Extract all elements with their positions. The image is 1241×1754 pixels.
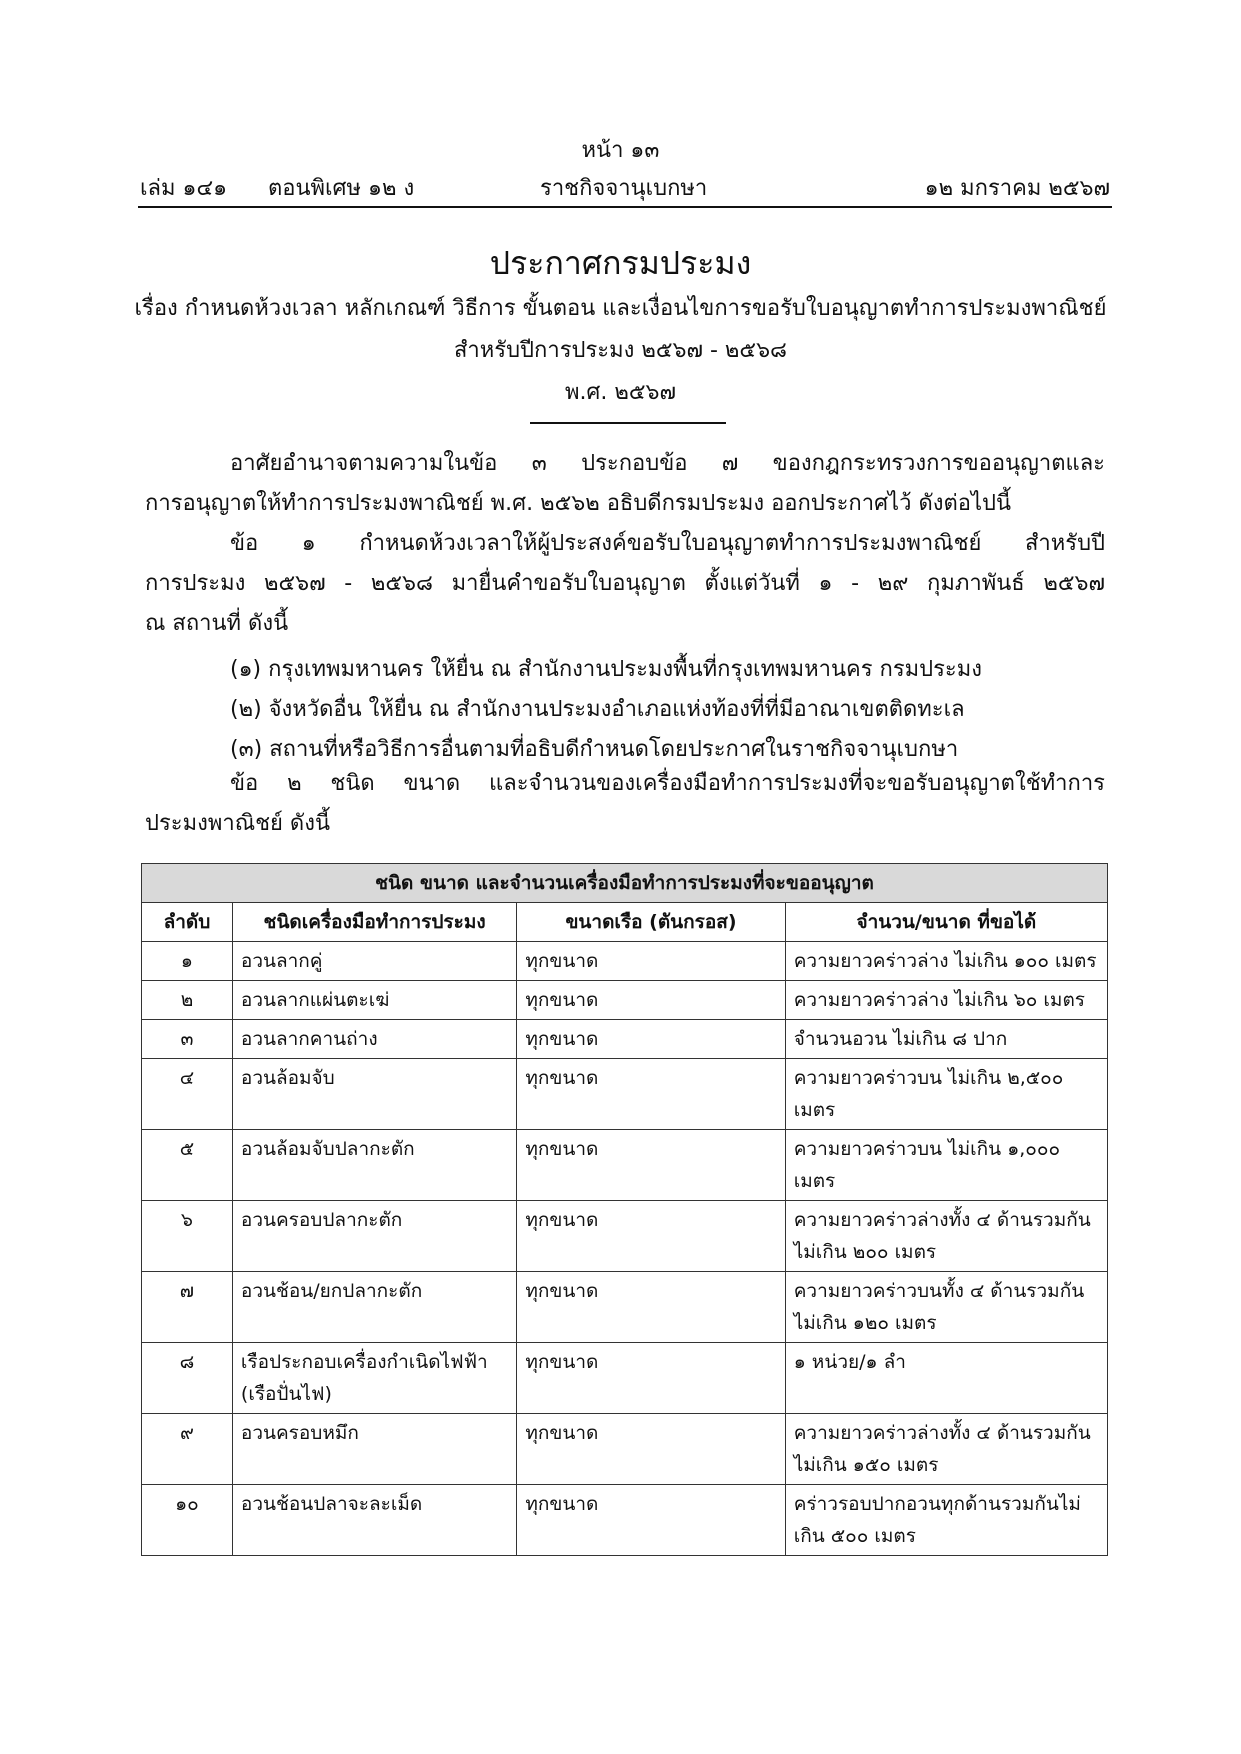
row-vessel-size: ทุกขนาด: [517, 1272, 785, 1343]
row-number: ๓: [142, 1020, 233, 1059]
row-limit: ความยาวคร่าวบนทั้ง ๔ ด้านรวมกัน ไม่เกิน ๑๒๐ เมตร: [785, 1272, 1107, 1343]
row-number: ๗: [142, 1272, 233, 1343]
title-divider: [530, 422, 726, 424]
row-tool: อวนช้อนปลาจะละเม็ด: [232, 1485, 516, 1556]
row-vessel-size: ทุกขนาด: [517, 1059, 785, 1130]
clause-1-line-1: ข้อ ๑ กำหนดห้วงเวลาให้ผู้ประสงค์ขอรับใบอนุญาตทำการประมงพาณิชย์ สำหรับปี: [230, 531, 1105, 556]
table-row: [142, 1485, 1108, 1556]
publication-date: ๑๒ มกราคม ๒๕๖๗: [924, 176, 1110, 201]
row-tool: อวนครอบหมึก: [232, 1414, 516, 1485]
row-tool: อวนล้อมจับ: [232, 1059, 516, 1130]
row-limit: ความยาวคร่าวล่าง ไม่เกิน ๖๐ เมตร: [785, 981, 1107, 1020]
row-vessel-size: ทุกขนาด: [517, 1414, 785, 1485]
fishing-gear-table: [141, 863, 1108, 1556]
row-tool: อวนลากแผ่นตะเฆ่: [232, 981, 516, 1020]
row-limit: ความยาวคร่าวบน ไม่เกิน ๒,๕๐๐ เมตร: [785, 1059, 1107, 1130]
table-row: [142, 981, 1108, 1020]
row-limit: จำนวนอวน ไม่เกิน ๘ ปาก: [785, 1020, 1107, 1059]
table-row: [142, 1272, 1108, 1343]
row-vessel-size: ทุกขนาด: [517, 1020, 785, 1059]
list-item: (๓) สถานที่หรือวิธีการอื่นตามที่อธิบดีกำหนดโดยประกาศในราชกิจจานุเบกษา: [230, 737, 959, 762]
announcement-year: พ.ศ. ๒๕๖๗: [564, 380, 677, 405]
clause-1-line-2: การประมง ๒๕๖๗ - ๒๕๖๘ มายื่นคำขอรับใบอนุญาต ตั้งแต่วันที่ ๑ - ๒๙ กุมภาพันธ์ ๒๕๖๗: [145, 571, 1105, 596]
page-title: ประกาศกรมประมง: [489, 244, 752, 282]
row-tool: อวนช้อน/ยกปลากะตัก: [232, 1272, 516, 1343]
row-number: ๑: [142, 942, 233, 981]
preamble-line-1: อาศัยอำนาจตามความในข้อ ๓ ประกอบข้อ ๗ ของกฎกระทรวงการขออนุญาตและ: [230, 451, 1105, 476]
table-row: [142, 1201, 1108, 1272]
row-limit: ความยาวคร่าวบน ไม่เกิน ๑,๐๐๐ เมตร: [785, 1130, 1107, 1201]
clause-2-line-1: ข้อ ๒ ชนิด ขนาด และจำนวนของเครื่องมือทำการประมงที่จะขอรับอนุญาตใช้ทำการ: [230, 771, 1105, 796]
table-row: [142, 1343, 1108, 1414]
row-number: ๖: [142, 1201, 233, 1272]
table-row: [142, 942, 1108, 981]
gazette-header: [140, 170, 1110, 202]
table-row: [142, 1020, 1108, 1059]
row-tool: อวนครอบปลากะตัก: [232, 1201, 516, 1272]
row-limit: ความยาวคร่าวล่างทั้ง ๔ ด้านรวมกัน ไม่เกิน ๑๕๐ เมตร: [785, 1414, 1107, 1485]
row-tool: อวนล้อมจับปลากะตัก: [232, 1130, 516, 1201]
header-divider: [138, 206, 1112, 208]
row-limit: ความยาวคร่าวล่าง ไม่เกิน ๑๐๐ เมตร: [785, 942, 1107, 981]
row-limit: ความยาวคร่าวล่างทั้ง ๔ ด้านรวมกัน ไม่เกิน ๒๐๐ เมตร: [785, 1201, 1107, 1272]
header-limit: จำนวน/ขนาด ที่ขอได้: [785, 903, 1107, 942]
row-number: ๘: [142, 1343, 233, 1414]
table-caption: ชนิด ขนาด และจำนวนเครื่องมือทำการประมงที่จะขออนุญาต: [142, 864, 1108, 903]
header-tool: ชนิดเครื่องมือทำการประมง: [232, 903, 516, 942]
list-item: (๒) จังหวัดอื่น ให้ยื่น ณ สำนักงานประมงอำเภอแห่งท้องที่ที่มีอาณาเขตติดทะเล: [230, 697, 965, 722]
publication-name: ราชกิจจานุเบกษา: [540, 176, 708, 201]
page-number: หน้า ๑๓: [581, 138, 660, 163]
section: ตอนพิเศษ ๑๒ ง: [268, 176, 415, 201]
row-vessel-size: ทุกขนาด: [517, 1201, 785, 1272]
row-number: ๒: [142, 981, 233, 1020]
row-vessel-size: ทุกขนาด: [517, 1485, 785, 1556]
table-row: [142, 1130, 1108, 1201]
subject-line-1: เรื่อง กำหนดห้วงเวลา หลักเกณฑ์ วิธีการ ขั้นตอน และเงื่อนไขการขอรับใบอนุญาตทำการประมงพาณิชย์: [134, 296, 1107, 321]
row-number: ๙: [142, 1414, 233, 1485]
table-header-row: [142, 903, 1108, 942]
row-tool: อวนลากคานถ่าง: [232, 1020, 516, 1059]
row-number: ๑๐: [142, 1485, 233, 1556]
row-vessel-size: ทุกขนาด: [517, 1343, 785, 1414]
table-row: [142, 1059, 1108, 1130]
list-item: (๑) กรุงเทพมหานคร ให้ยื่น ณ สำนักงานประมงพื้นที่กรุงเทพมหานคร กรมประมง: [230, 657, 982, 682]
row-vessel-size: ทุกขนาด: [517, 981, 785, 1020]
row-vessel-size: ทุกขนาด: [517, 942, 785, 981]
row-tool: เรือประกอบเครื่องกำเนิดไฟฟ้า (เรือปั่นไฟ): [232, 1343, 516, 1414]
subject-line-2: สำหรับปีการประมง ๒๕๖๗ - ๒๕๖๘: [453, 338, 788, 363]
row-tool: อวนลากคู่: [232, 942, 516, 981]
preamble-line-2: การอนุญาตให้ทำการประมงพาณิชย์ พ.ศ. ๒๕๖๒ อธิบดีกรมประมง ออกประกาศไว้ ดังต่อไปนี้: [145, 491, 1012, 516]
clause-2-line-2: ประมงพาณิชย์ ดังนี้: [145, 811, 330, 836]
clause-1-line-3: ณ สถานที่ ดังนี้: [145, 611, 289, 636]
header-no: ลำดับ: [142, 903, 233, 942]
volume: เล่ม ๑๔๑: [140, 176, 228, 201]
row-number: ๕: [142, 1130, 233, 1201]
table-row: [142, 1414, 1108, 1485]
row-limit: ๑ หน่วย/๑ ลำ: [785, 1343, 1107, 1414]
header-vessel-size: ขนาดเรือ (ตันกรอส): [517, 903, 785, 942]
row-number: ๔: [142, 1059, 233, 1130]
row-vessel-size: ทุกขนาด: [517, 1130, 785, 1201]
row-limit: คร่าวรอบปากอวนทุกด้านรวมกันไม่เกิน ๕๐๐ เมตร: [785, 1485, 1107, 1556]
